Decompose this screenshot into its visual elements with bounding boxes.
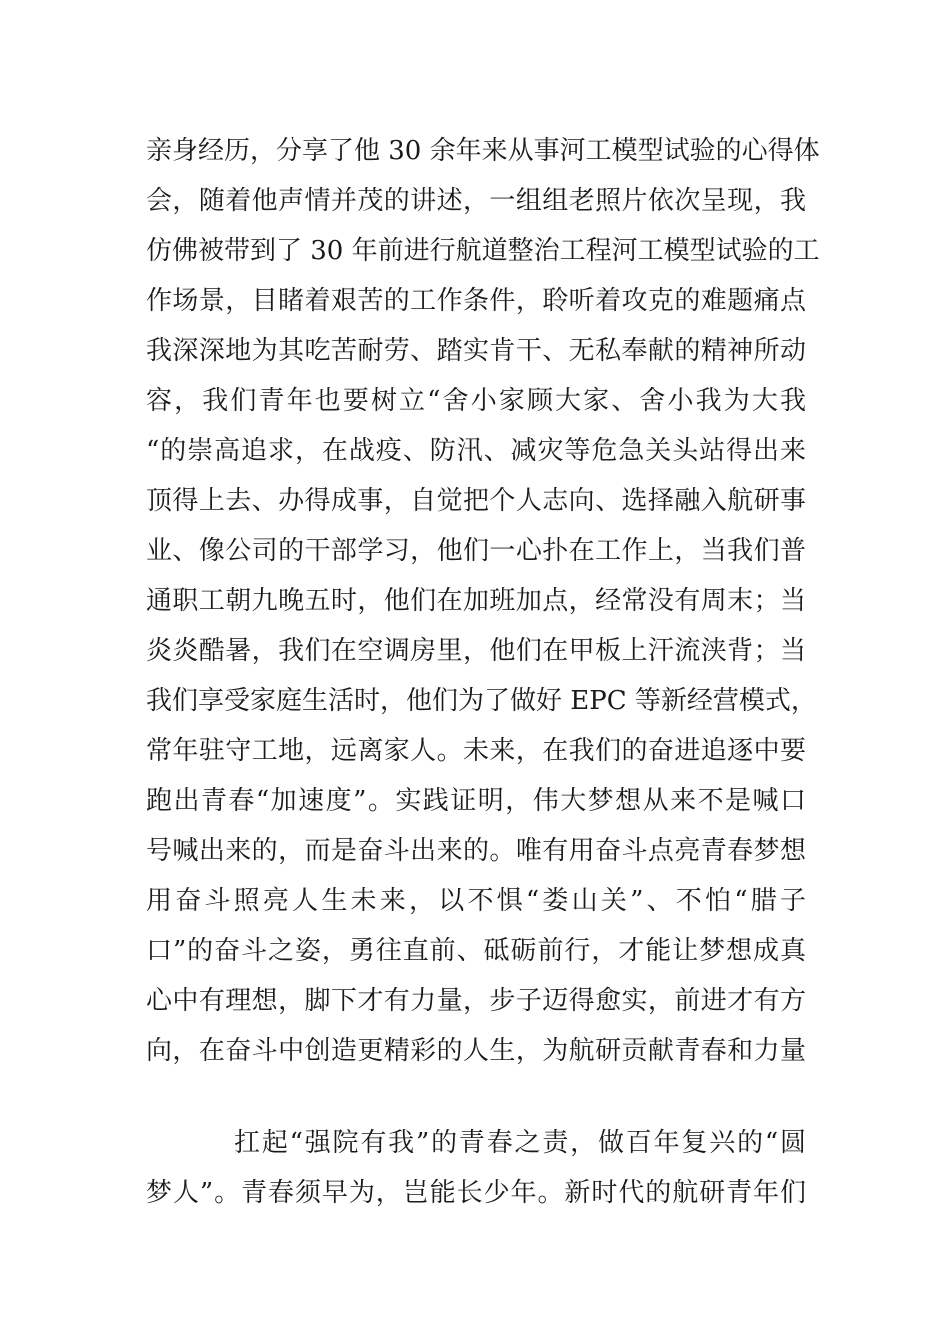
paragraph-2 — [146, 1118, 806, 1218]
text-line: 炎炎酷暑，我们在空调房里，他们在甲板上汗流浃背；当 — [146, 636, 806, 666]
text-line: 我们享受家庭生活时，他们为了做好 EPC 等新经营模式， — [146, 686, 817, 716]
text-line: 号喊出来的，而是奋斗出来的。唯有用奋斗点亮青春梦想 — [146, 836, 806, 866]
text-line: 亲身经历，分享了他 30 余年来从事河工模型试验的心得体 — [146, 136, 820, 166]
paragraph-1 — [146, 126, 820, 1076]
text-line: 顶得上去、办得成事，自觉把个人志向、选择融入航研事 — [146, 486, 806, 516]
text-line: 梦人”。青春须早为，岂能长少年。新时代的航研青年们 — [146, 1178, 806, 1208]
text-line: 扛起“强院有我”的青春之责，做百年复兴的“圆 — [234, 1128, 806, 1158]
text-line: 我深深地为其吃苦耐劳、踏实肯干、无私奉献的精神所动 — [146, 336, 806, 366]
text-line: 业、像公司的干部学习，他们一心扑在工作上，当我们普 — [146, 536, 806, 566]
text-line: “的崇高追求，在战疫、防汛、减灾等危急关头站得出来 — [146, 436, 806, 466]
text-line: 跑出青春“加速度”。实践证明，伟大梦想从来不是喊口 — [146, 786, 806, 816]
text-line: 心中有理想，脚下才有力量，步子迈得愈实，前进才有方 — [146, 986, 806, 1016]
text-line: 常年驻守工地，远离家人。未来，在我们的奋进追逐中要 — [146, 736, 806, 766]
text-line: 作场景，目睹着艰苦的工作条件，聆听着攻克的难题痛点 — [146, 286, 806, 316]
text-line: 容，我们青年也要树立“舍小家顾大家、舍小我为大我 — [146, 386, 806, 416]
text-line: 会，随着他声情并茂的讲述，一组组老照片依次呈现，我 — [146, 186, 806, 216]
text-line: 向，在奋斗中创造更精彩的人生，为航研贡献青春和力量 — [146, 1036, 806, 1066]
text-line: 通职工朝九晚五时，他们在加班加点，经常没有周末；当 — [146, 586, 806, 616]
text-line: 仿佛被带到了 30 年前进行航道整治工程河工模型试验的工 — [146, 236, 820, 266]
text-line: 用奋斗照亮人生未来，以不惧“娄山关”、不怕“腊子 — [146, 886, 806, 916]
text-line: 口”的奋斗之姿，勇往直前、砥砺前行，才能让梦想成真 — [146, 936, 806, 966]
